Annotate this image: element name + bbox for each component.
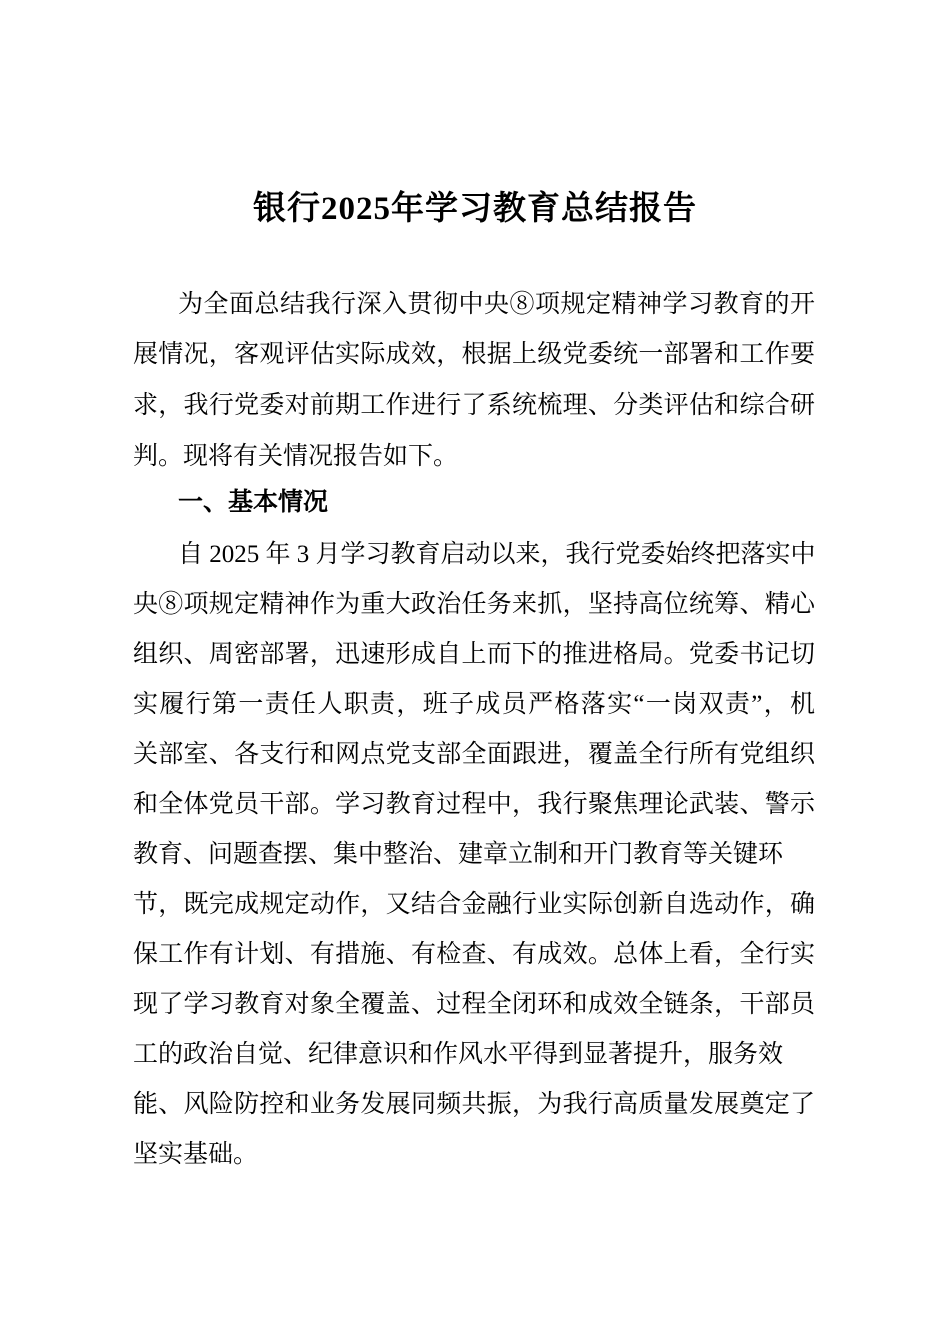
section-heading: 一、基本情况 (178, 489, 329, 516)
paragraph-line: 能、风险防控和业务发展同频共振，为我行高质量发展奠定了 (133, 1091, 815, 1118)
document-title: 银行2025年学习教育总结报告 (253, 191, 697, 227)
paragraph-line: 求，我行党委对前期工作进行了系统梳理、分类评估和综合研 (133, 392, 815, 419)
paragraph-line: 坚实基础。 (133, 1141, 259, 1168)
paragraph-line: 节，既完成规定动作，又结合金融行业实际创新自选动作，确 (133, 891, 815, 918)
paragraph-line: 实履行第一责任人职责，班子成员严格落实“一岗双责”，机 (133, 691, 815, 718)
paragraph-line: 关部室、各支行和网点党支部全面跟进，覆盖全行所有党组织 (133, 741, 815, 768)
paragraph-line: 央⑧项规定精神作为重大政治任务来抓，坚持高位统筹、精心 (133, 591, 815, 618)
paragraph-line: 自 2025 年 3 月学习教育启动以来，我行党委始终把落实中 (178, 541, 816, 568)
paragraph-line: 现了学习教育对象全覆盖、过程全闭环和成效全链条，干部员 (133, 991, 815, 1018)
paragraph-line: 展情况，客观评估实际成效，根据上级党委统一部署和工作要 (133, 341, 815, 368)
paragraph-line: 工的政治自觉、纪律意识和作风水平得到显著提升，服务效 (133, 1041, 784, 1068)
paragraph-line: 教育、问题查摆、集中整治、建章立制和开门教育等关键环 (133, 841, 784, 868)
paragraph-line: 和全体党员干部。学习教育过程中，我行聚焦理论武装、警示 (133, 791, 815, 818)
paragraph-line: 组织、周密部署，迅速形成自上而下的推进格局。党委书记切 (133, 641, 815, 668)
paragraph-line: 判。现将有关情况报告如下。 (133, 443, 459, 470)
paragraph-line: 为全面总结我行深入贯彻中央⑧项规定精神学习教育的开 (178, 291, 815, 318)
paragraph-line: 保工作有计划、有措施、有检查、有成效。总体上看，全行实 (133, 941, 815, 968)
